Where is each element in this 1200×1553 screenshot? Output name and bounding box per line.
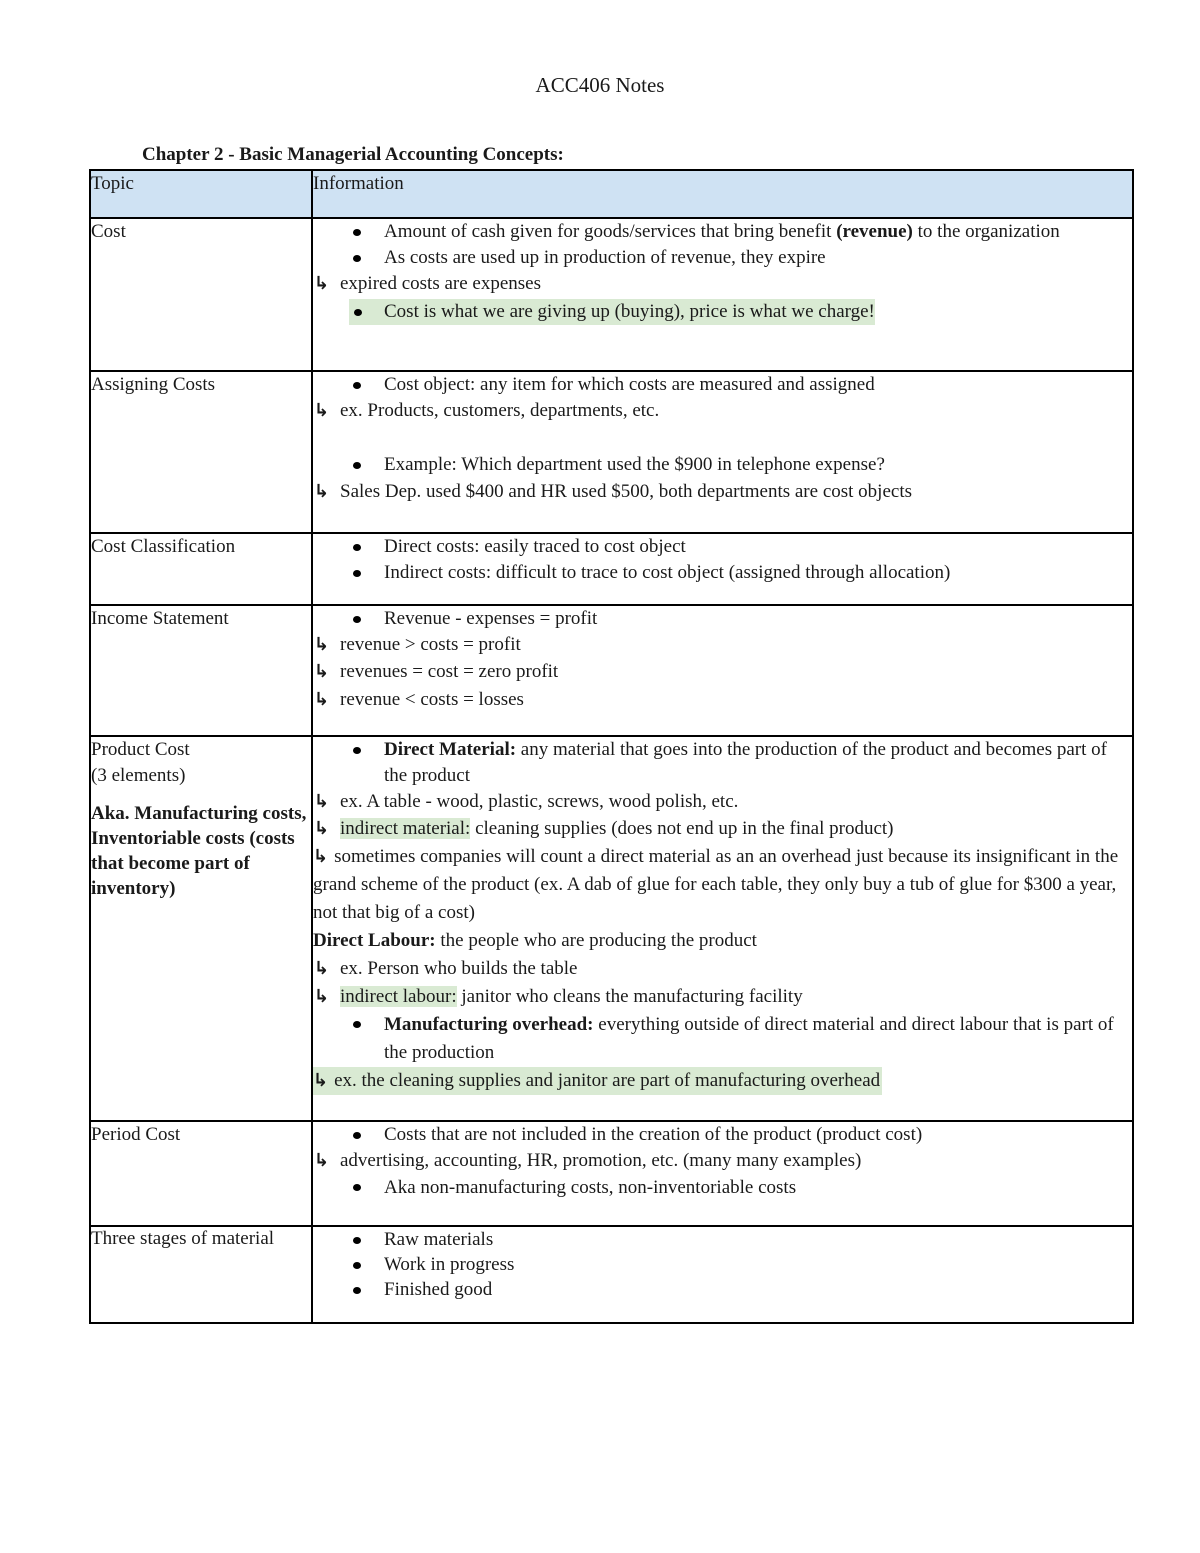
- notes-table: [89, 169, 1134, 1324]
- arrow-item: ↳ ex. A table - wood, plastic, screws, wood polish, etc.: [313, 789, 1132, 815]
- topic-period: Period Cost: [90, 1121, 312, 1226]
- arrow-item: ↳ indirect labour: janitor who cleans the manufacturing facility: [313, 983, 1132, 1011]
- arrow-item: ↳ indirect material: cleaning supplies (does not end up in the final product): [313, 815, 1132, 843]
- return-arrow-icon: ↳: [314, 818, 330, 839]
- arrow-item: ↳ advertising, accounting, HR, promotion, etc. (many many examples): [313, 1148, 1132, 1174]
- direct-labour-line: Direct Labour: the people who are producing the product: [313, 930, 757, 951]
- list-item: Direct costs: easily traced to cost object: [313, 534, 1132, 560]
- bullet-dot-icon: [353, 616, 361, 623]
- topic-product: [90, 736, 312, 1121]
- return-arrow-icon: ↳: [314, 481, 330, 502]
- arrow-item: ↳ revenues = cost = zero profit: [313, 658, 1132, 686]
- highlight-item: ↳ ex. the cleaning supplies and janitor are part of manufacturing overhead: [313, 1067, 1132, 1095]
- info-stages: [312, 1226, 1133, 1323]
- topic-cost: Cost: [90, 218, 312, 371]
- bullet-dot-icon: [353, 229, 361, 236]
- info-income: [312, 605, 1133, 736]
- header-information: Information: [312, 170, 1133, 218]
- info-period: [312, 1121, 1133, 1226]
- topic-classification: Cost Classification: [90, 533, 312, 605]
- info-assigning: [312, 371, 1133, 533]
- list-item: Raw materials: [313, 1227, 1132, 1252]
- table-row: [90, 218, 1133, 371]
- return-arrow-icon: ↳: [314, 661, 330, 682]
- return-arrow-icon: ↳: [314, 634, 330, 655]
- bullet-dot-icon: [353, 255, 361, 262]
- arrow-item: ↳ revenue > costs = profit: [313, 632, 1132, 658]
- return-arrow-icon: ↳: [313, 1070, 329, 1091]
- arrow-item: ↳ revenue < costs = losses: [313, 686, 1132, 714]
- document-title: ACC406 Notes: [535, 73, 665, 97]
- list-item: Work in progress: [313, 1252, 1132, 1277]
- list-item: Manufacturing overhead: everything outside of direct material and direct labour that is part of the production: [313, 1011, 1132, 1067]
- return-arrow-icon: ↳: [314, 958, 330, 979]
- list-item: Cost object: any item for which costs are measured and assigned: [313, 372, 1132, 398]
- highlight-item: Cost is what we are giving up (buying), price is what we charge!: [313, 299, 1132, 325]
- return-arrow-icon: ↳: [314, 791, 330, 812]
- bullet-dot-icon: [353, 1021, 361, 1028]
- topic-product-line1: Product Cost: [91, 739, 190, 760]
- table-row: [90, 605, 1133, 736]
- return-arrow-icon: ↳: [314, 273, 330, 294]
- list-item: Example: Which department used the $900 in telephone expense?: [313, 452, 1132, 478]
- table-row: [90, 1121, 1133, 1226]
- list-item: Direct Material: any material that goes into the production of the product and becomes part of the product: [313, 737, 1132, 789]
- return-arrow-icon: ↳: [314, 689, 330, 710]
- bullet-dot-icon: [353, 462, 361, 469]
- arrow-item: ↳ ex. Person who builds the table: [313, 955, 1132, 983]
- header-topic: Topic: [90, 170, 312, 218]
- list-item: Finished good: [313, 1277, 1132, 1302]
- arrow-item: ↳ Sales Dep. used $400 and HR used $500, both departments are cost objects: [313, 478, 1132, 506]
- bullet-dot-icon: [353, 747, 361, 754]
- list-item: Indirect costs: difficult to trace to cost object (assigned through allocation): [313, 560, 1132, 586]
- bullet-dot-icon: [353, 382, 361, 389]
- table-row: [90, 1226, 1133, 1323]
- table-row: [90, 736, 1133, 1121]
- chapter-heading: Chapter 2 - Basic Managerial Accounting Concepts:: [142, 144, 564, 165]
- table-row: [90, 533, 1133, 605]
- bullet-dot-icon: [353, 1237, 361, 1244]
- topic-stages: Three stages of material: [90, 1226, 312, 1323]
- return-arrow-icon: ↳: [313, 846, 329, 867]
- list-item: As costs are used up in production of revenue, they expire: [313, 245, 1132, 271]
- bullet-dot-icon: [353, 1262, 361, 1269]
- bullet-dot-icon: [353, 1132, 361, 1139]
- bullet-dot-icon: [353, 544, 361, 551]
- topic-income: Income Statement: [90, 605, 312, 736]
- table-header-row: [90, 170, 1133, 218]
- info-product: [312, 736, 1133, 1121]
- topic-assigning: Assigning Costs: [90, 371, 312, 533]
- return-arrow-icon: ↳: [314, 986, 330, 1007]
- arrow-item: ↳ sometimes companies will count a direct material as an an overhead just because its insignificant in the grand scheme of the product (ex. A dab of glue for each table, they only buy a tub of glue for $300 a year, not that big of a cost): [313, 846, 1119, 923]
- topic-product-aka: Aka. Manufacturing costs, Inventoriable costs (costs that become part of inventory): [91, 803, 307, 899]
- bullet-dot-icon: [353, 1287, 361, 1294]
- bullet-dot-icon: [354, 309, 362, 316]
- info-cost: [312, 218, 1133, 371]
- return-arrow-icon: ↳: [314, 400, 330, 421]
- table-row: [90, 371, 1133, 533]
- bullet-dot-icon: [353, 570, 361, 577]
- arrow-item: ↳ expired costs are expenses: [313, 271, 1132, 297]
- arrow-item: ↳ ex. Products, customers, departments, etc.: [313, 398, 1132, 424]
- topic-product-line2: (3 elements): [91, 765, 186, 786]
- list-item: Costs that are not included in the creation of the product (product cost): [313, 1122, 1132, 1148]
- list-item: Revenue - expenses = profit: [313, 606, 1132, 632]
- bullet-dot-icon: [353, 1184, 361, 1191]
- info-classification: [312, 533, 1133, 605]
- list-item: Amount of cash given for goods/services that bring benefit (revenue) to the organization: [313, 219, 1132, 245]
- list-item: Aka non-manufacturing costs, non-inventoriable costs: [313, 1174, 1132, 1202]
- return-arrow-icon: ↳: [314, 1150, 330, 1171]
